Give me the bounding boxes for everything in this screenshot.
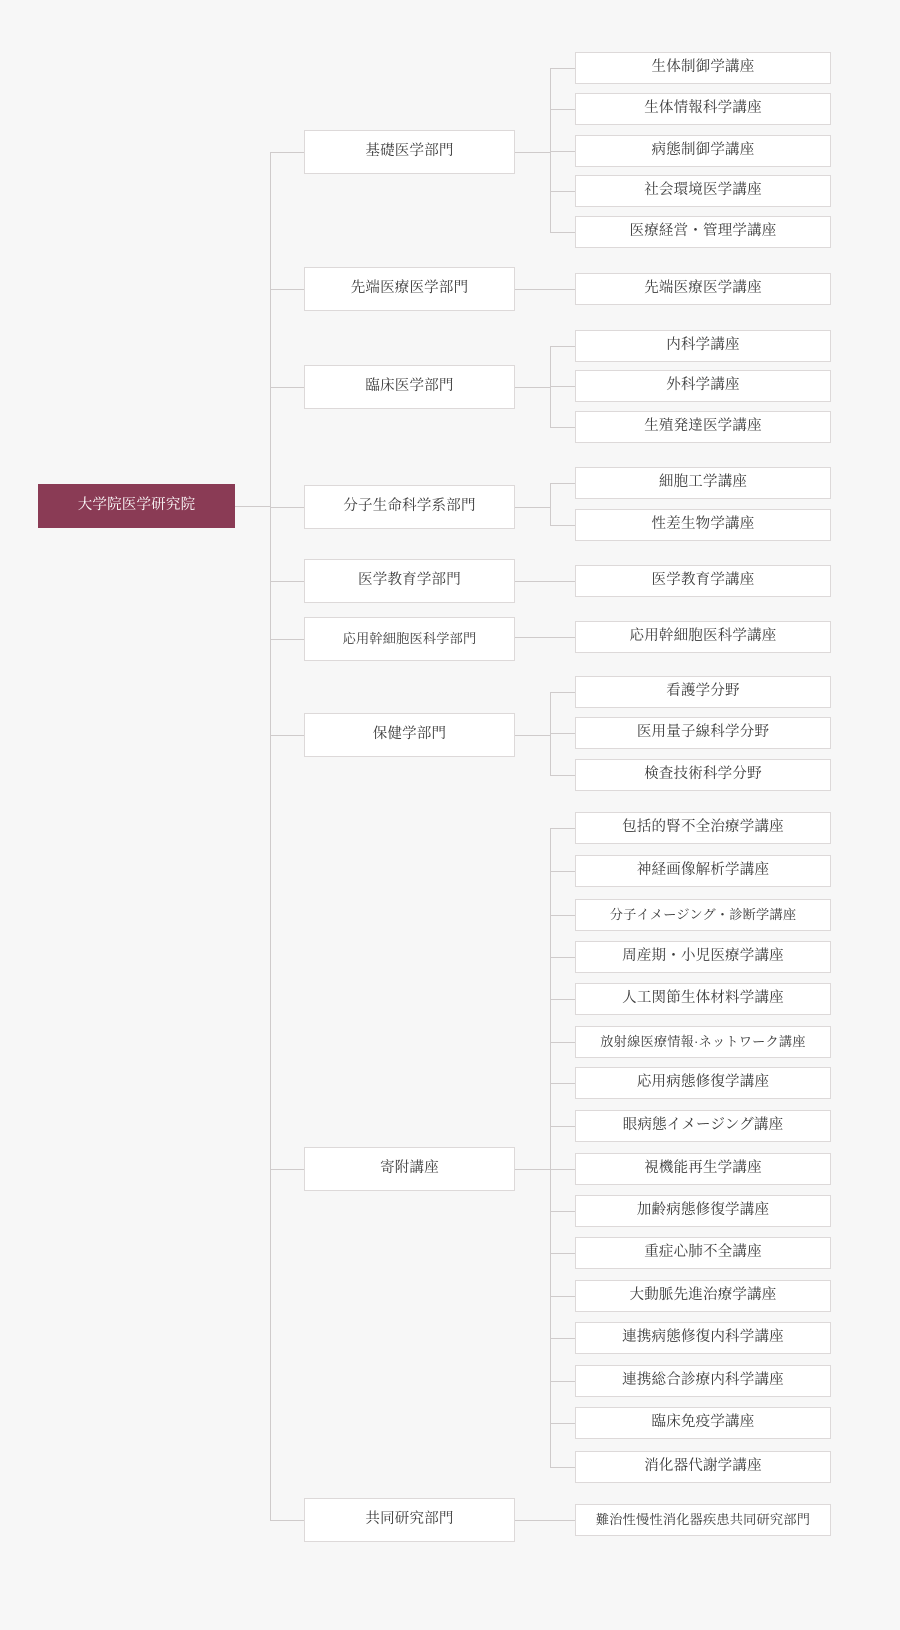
course-node-1-0[interactable]: 先端医療医学講座 [575,273,831,305]
connector-child-3-1 [550,525,575,526]
course-node-7-14[interactable]: 臨床免疫学講座 [575,1407,831,1439]
connector-department-7 [270,1169,304,1170]
connector-child-7-15 [550,1467,575,1468]
connector-child-7-11 [550,1296,575,1297]
course-node-0-4[interactable]: 医療経営・管理学講座 [575,216,831,248]
connector-department-8 [270,1520,304,1521]
department-node-3[interactable]: 分子生命科学系部門 [304,485,515,529]
connector-child-7-6 [550,1083,575,1084]
connector-department-2 [270,387,304,388]
connector-dept-mid-3 [515,507,550,508]
course-node-3-0[interactable]: 細胞工学講座 [575,467,831,499]
connector-child-4-0 [515,581,575,582]
course-node-7-6[interactable]: 応用病態修復学講座 [575,1067,831,1099]
connector-child-7-10 [550,1253,575,1254]
department-node-6[interactable]: 保健学部門 [304,713,515,757]
course-node-6-2[interactable]: 検査技術科学分野 [575,759,831,791]
connector-child-2-1 [550,386,575,387]
course-node-2-0[interactable]: 内科学講座 [575,330,831,362]
course-node-7-1[interactable]: 神経画像解析学講座 [575,855,831,887]
connector-child-7-1 [550,871,575,872]
course-node-7-15[interactable]: 消化器代謝学講座 [575,1451,831,1483]
course-node-7-5[interactable]: 放射線医療情報·ネットワーク講座 [575,1026,831,1058]
connector-child-0-3 [550,191,575,192]
connector-child-0-2 [550,151,575,152]
connector-department-4 [270,581,304,582]
department-node-7[interactable]: 寄附講座 [304,1147,515,1191]
root-node[interactable]: 大学院医学研究院 [38,484,235,528]
course-node-0-1[interactable]: 生体情報科学講座 [575,93,831,125]
department-node-0[interactable]: 基礎医学部門 [304,130,515,174]
connector-root [235,506,270,507]
course-node-6-1[interactable]: 医用量子線科学分野 [575,717,831,749]
spine-children-7 [550,828,551,1467]
course-node-0-2[interactable]: 病態制御学講座 [575,135,831,167]
department-node-4[interactable]: 医学教育学部門 [304,559,515,603]
course-node-0-3[interactable]: 社会環境医学講座 [575,175,831,207]
connector-child-2-0 [550,346,575,347]
course-node-7-3[interactable]: 周産期・小児医療学講座 [575,941,831,973]
course-node-2-1[interactable]: 外科学講座 [575,370,831,402]
course-node-7-13[interactable]: 連携総合診療内科学講座 [575,1365,831,1397]
course-node-7-4[interactable]: 人工関節生体材料学講座 [575,983,831,1015]
connector-child-7-12 [550,1338,575,1339]
connector-department-0 [270,152,304,153]
connector-department-6 [270,735,304,736]
course-node-7-0[interactable]: 包括的腎不全治療学講座 [575,812,831,844]
connector-child-7-8 [550,1169,575,1170]
connector-child-7-4 [550,999,575,1000]
course-node-7-10[interactable]: 重症心肺不全講座 [575,1237,831,1269]
connector-dept-mid-6 [515,735,550,736]
connector-child-7-3 [550,957,575,958]
connector-department-3 [270,507,304,508]
course-node-7-7[interactable]: 眼病態イメージング講座 [575,1110,831,1142]
connector-child-6-1 [550,733,575,734]
course-node-3-1[interactable]: 性差生物学講座 [575,509,831,541]
department-node-1[interactable]: 先端医療医学部門 [304,267,515,311]
department-node-2[interactable]: 臨床医学部門 [304,365,515,409]
connector-child-0-1 [550,109,575,110]
connector-child-2-2 [550,427,575,428]
course-node-7-9[interactable]: 加齢病態修復学講座 [575,1195,831,1227]
connector-child-1-0 [515,289,575,290]
course-node-7-12[interactable]: 連携病態修復内科学講座 [575,1322,831,1354]
connector-child-7-14 [550,1423,575,1424]
connector-child-7-7 [550,1126,575,1127]
connector-child-0-0 [550,68,575,69]
spine-children-0 [550,68,551,232]
department-node-5[interactable]: 応用幹細胞医科学部門 [304,617,515,661]
connector-child-6-2 [550,775,575,776]
connector-department-1 [270,289,304,290]
course-node-7-8[interactable]: 視機能再生学講座 [575,1153,831,1185]
connector-child-7-2 [550,915,575,916]
course-node-7-11[interactable]: 大動脈先進治療学講座 [575,1280,831,1312]
connector-child-7-0 [550,828,575,829]
course-node-8-0[interactable]: 難治性慢性消化器疾患共同研究部門 [575,1504,831,1536]
connector-child-7-5 [550,1042,575,1043]
department-node-8[interactable]: 共同研究部門 [304,1498,515,1542]
connector-dept-mid-0 [515,152,550,153]
connector-dept-mid-7 [515,1169,550,1170]
connector-child-6-0 [550,692,575,693]
connector-department-5 [270,639,304,640]
course-node-5-0[interactable]: 応用幹細胞医科学講座 [575,621,831,653]
connector-dept-mid-2 [515,387,550,388]
course-node-4-0[interactable]: 医学教育学講座 [575,565,831,597]
course-node-7-2[interactable]: 分子イメージング・診断学講座 [575,899,831,931]
spine-level2 [270,152,271,1520]
connector-child-7-13 [550,1381,575,1382]
course-node-6-0[interactable]: 看護学分野 [575,676,831,708]
connector-child-8-0 [515,1520,575,1521]
connector-child-7-9 [550,1211,575,1212]
connector-child-5-0 [515,637,575,638]
connector-child-3-0 [550,483,575,484]
course-node-0-0[interactable]: 生体制御学講座 [575,52,831,84]
course-node-2-2[interactable]: 生殖発達医学講座 [575,411,831,443]
spine-children-3 [550,483,551,525]
connector-child-0-4 [550,232,575,233]
